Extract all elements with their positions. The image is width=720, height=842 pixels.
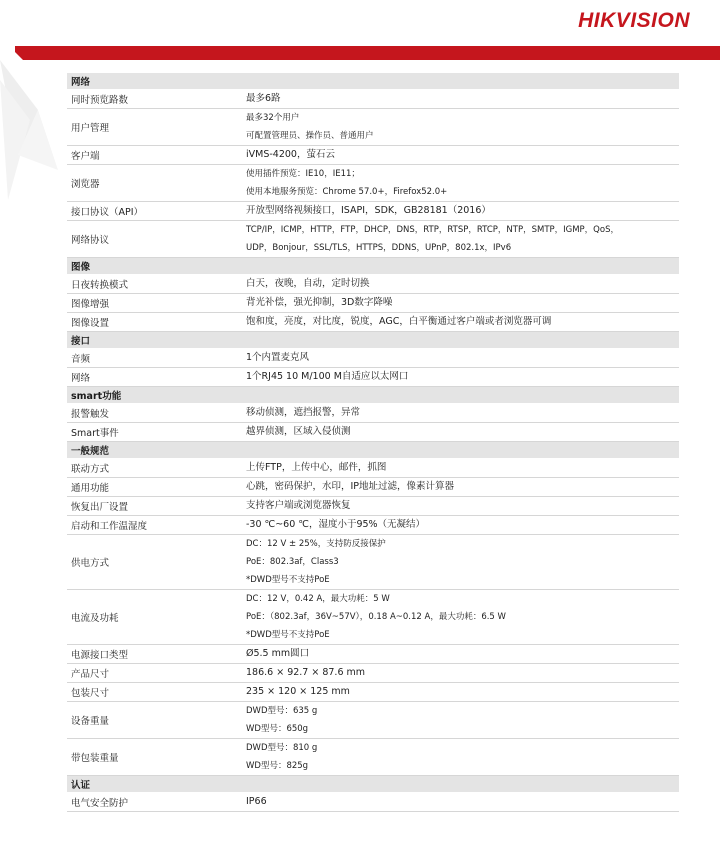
spec-value [243,702,679,739]
spec-value [243,645,679,664]
spec-row [67,275,679,294]
spec-row [67,146,679,165]
spec-value-line: DC：12 V ± 25%，支持防反接保护 [246,539,386,549]
spec-value-line: IP66 [246,796,267,807]
spec-value-line: *DWD型号不支持PoE [246,575,330,585]
spec-value-line: 越界侦测，区域入侵侦测 [246,426,351,437]
spec-value [243,313,679,332]
spec-row [67,368,679,387]
spec-value [243,535,679,590]
spec-value-line: 1个RJ45 10 M/100 M自适应以太网口 [246,371,409,382]
section-header [67,776,679,793]
spec-row [67,645,679,664]
spec-value-line: 186.6 × 92.7 × 87.6 mm [246,667,366,678]
section-header [67,258,679,275]
spec-row [67,221,679,258]
spec-value [243,368,679,387]
spec-value-line: 饱和度，亮度，对比度，锐度，AGC，白平衡通过客户端或者浏览器可调 [246,316,552,327]
spec-label: 报警触发 [67,404,243,423]
spec-value [243,404,679,423]
spec-value-line: 白天，夜晚，自动，定时切换 [246,278,370,289]
spec-value-line: TCP/IP，ICMP，HTTP，FTP，DHCP，DNS，RTP，RTSP，RTCP，NTP，SMTP，IGMP，QoS， [246,225,619,235]
spec-row [67,349,679,368]
spec-value-line: 最多6路 [246,93,281,104]
section-title: 接口 [67,332,679,349]
spec-row [67,459,679,478]
spec-label: 网络协议 [67,221,243,258]
spec-value [243,349,679,368]
spec-label: 电气安全防护 [67,793,243,812]
spec-value [243,516,679,535]
spec-row [67,535,679,590]
spec-value [243,165,679,202]
spec-row [67,423,679,442]
spec-label: 设备重量 [67,702,243,739]
spec-value-line: 支持客户端或浏览器恢复 [246,500,351,511]
spec-value-line: *DWD型号不支持PoE [246,630,330,640]
spec-value-line: Ø5.5 mm圆口 [246,648,310,659]
spec-row [67,90,679,109]
spec-label: 电源接口类型 [67,645,243,664]
spec-row [67,683,679,702]
header-red-bar [15,46,720,60]
spec-value [243,478,679,497]
spec-value [243,90,679,109]
spec-label: 图像设置 [67,313,243,332]
spec-label: 通用功能 [67,478,243,497]
section-title: smart功能 [67,387,679,404]
spec-value [243,590,679,645]
logo-text: HIKVISION [578,9,690,32]
spec-value [243,459,679,478]
section-header [67,332,679,349]
spec-value-line: PoE：（802.3af，36V~57V），0.18 A~0.12 A，最大功耗：6.5 W [246,612,506,622]
spec-value-line: 可配置管理员、操作员、普通用户 [246,131,374,141]
spec-value-line: 上传FTP，上传中心，邮件，抓图 [246,462,387,473]
spec-value-line: PoE：802.3af，Class3 [246,557,339,567]
spec-label: 接口协议（API） [67,202,243,221]
spec-label: 网络 [67,368,243,387]
spec-value [243,146,679,165]
spec-value-line: 使用插件预览：IE10，IE11； [246,169,360,179]
spec-value-line: DC：12 V，0.42 A，最大功耗：5 W [246,594,390,604]
section-header [67,73,679,90]
spec-value [243,294,679,313]
spec-row [67,702,679,739]
spec-label: 包装尺寸 [67,683,243,702]
spec-row [67,313,679,332]
spec-value-line: 使用本地服务预览：Chrome 57.0+，Firefox52.0+ [246,187,448,197]
spec-value [243,683,679,702]
spec-label: 产品尺寸 [67,664,243,683]
spec-label: 图像增强 [67,294,243,313]
section-title: 一般规范 [67,442,679,459]
section-title: 图像 [67,258,679,275]
spec-row [67,478,679,497]
spec-value-line: 心跳，密码保护，水印，IP地址过滤，像素计算器 [246,481,455,492]
spec-row [67,109,679,146]
spec-value [243,739,679,776]
section-header [67,387,679,404]
section-title: 认证 [67,776,679,793]
spec-row [67,165,679,202]
spec-label: 恢复出厂设置 [67,497,243,516]
spec-table [67,73,679,812]
spec-value-line: -30 ℃~60 ℃，湿度小于95%（无凝结） [246,519,426,530]
spec-value-line: 移动侦测，遮挡报警，异常 [246,407,361,418]
spec-value-line: UDP，Bonjour，SSL/TLS，HTTPS，DDNS，UPnP，802.1x，IPv6 [246,243,512,253]
spec-value [243,202,679,221]
spec-value-line: 235 × 120 × 125 mm [246,686,350,697]
spec-label: 启动和工作温湿度 [67,516,243,535]
spec-label: 浏览器 [67,165,243,202]
spec-label: 音频 [67,349,243,368]
spec-row [67,294,679,313]
decorative-graphic [0,60,60,230]
spec-value-line: 最多32个用户 [246,113,300,123]
spec-label: 日夜转换模式 [67,275,243,294]
spec-value-line: iVMS-4200，萤石云 [246,149,335,160]
spec-row [67,739,679,776]
spec-label: 同时预览路数 [67,90,243,109]
spec-value [243,275,679,294]
spec-value [243,423,679,442]
spec-value-line: 开放型网络视频接口，ISAPI，SDK，GB28181（2016） [246,205,491,216]
spec-row [67,516,679,535]
spec-value-line: 背光补偿，强光抑制，3D数字降噪 [246,297,393,308]
spec-label: Smart事件 [67,423,243,442]
spec-row [67,404,679,423]
spec-value-line: WD型号：650g [246,724,309,734]
spec-row [67,590,679,645]
spec-value [243,793,679,812]
spec-value-line: DWD型号：810 g [246,743,318,753]
spec-label: 客户端 [67,146,243,165]
spec-label: 带包装重量 [67,739,243,776]
spec-row [67,664,679,683]
spec-row [67,202,679,221]
spec-value [243,664,679,683]
spec-label: 用户管理 [67,109,243,146]
spec-value-line: WD型号：825g [246,761,309,771]
section-header [67,442,679,459]
spec-value [243,109,679,146]
spec-value-line: DWD型号：635 g [246,706,318,716]
section-title: 网络 [67,73,679,90]
spec-label: 联动方式 [67,459,243,478]
spec-row [67,497,679,516]
spec-value [243,221,679,258]
spec-label: 供电方式 [67,535,243,590]
spec-value [243,497,679,516]
spec-label: 电流及功耗 [67,590,243,645]
spec-value-line: 1个内置麦克风 [246,352,310,363]
hikvision-logo [578,8,690,34]
spec-row [67,793,679,812]
